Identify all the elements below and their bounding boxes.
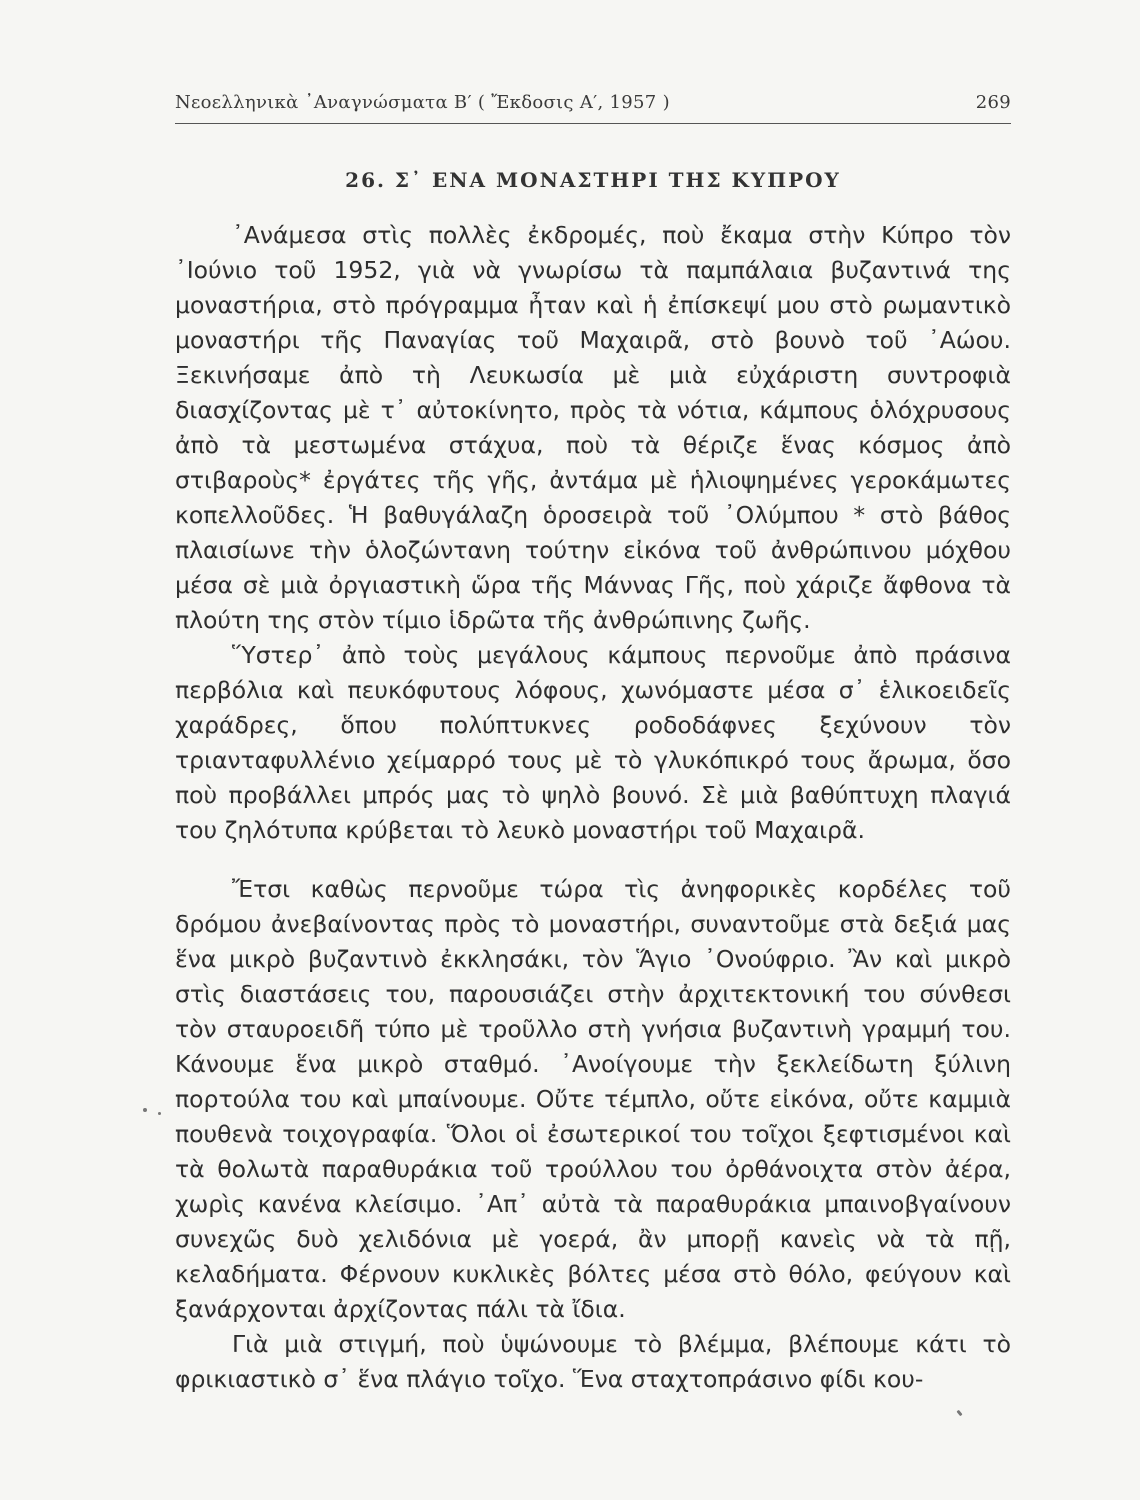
text-section-2 xyxy=(175,872,1011,1397)
header-rule xyxy=(175,123,1011,124)
paragraph: Ἔτσι καθὼς περνοῦμε τώρα τὶς ἀνηφορικὲς κορδέλες τοῦ δρόμου ἀνεβαίνοντας πρὸς τὸ μοναστήρι, συναντοῦμε στὰ δεξιά μας ἕνα μικρὸ βυζαντινὸ ἐκκλησάκι, τὸν Ἅγιο ᾿Ονούφριο. Ἂν καὶ μικρὸ στὶς διαστάσεις του, παρουσιάζει στὴν ἀρχιτεκτονική του σύνθεσι τὸν σταυροειδῆ τύπο μὲ τροῦλλο στὴ γνήσια βυζαντινὴ γραμμή του. Κάνουμε ἕνα μικρὸ σταθμό. ᾿Ανοίγουμε τὴν ξεκλείδωτη ξύλινη πορτούλα του καὶ μπαίνουμε. Οὔτε τέμπλο, οὔτε εἰκόνα, οὔτε καμμιὰ πουθενὰ τοιχογραφία. Ὅλοι οἱ ἐσωτερικοί του τοῖχοι ξεφτισμένοι καὶ τὰ θολωτὰ παραθυράκια τοῦ τρούλλου του ὀρθάνοιχτα στὸν ἀέρα, χωρὶς κανένα κλείσιμο. ᾿Απ᾿ αὐτὰ τὰ παραθυράκια μπαινοβγαίνουν συνεχῶς δυὸ χελιδόνια μὲ γοερά, ἂν μπορῇ κανεὶς νὰ τὰ πῇ, κελαδήματα. Φέρνουν κυκλικὲς βόλτες μέσα στὸ θόλο, φεύγουν καὶ ξανάρχονται ἀρχίζοντας πάλι τὰ ἴδια. xyxy=(175,875,1011,1323)
scan-speck xyxy=(956,1410,962,1417)
running-head xyxy=(175,92,1011,120)
scan-speck xyxy=(143,1108,147,1112)
text-section-1 xyxy=(175,218,1011,848)
running-title: Νεοελληνικὰ ᾿Αναγνώσματα Β′ ( Ἔκδοσις Α′, 1957 ) xyxy=(175,92,670,113)
paragraph: ᾿Ανάμεσα στὶς πολλὲς ἐκδρομές, ποὺ ἔκαμα στὴν Κύπρο τὸν ᾿Ιούνιο τοῦ 1952, γιὰ νὰ γνωρίσω τὰ παμπάλαια βυζαντινά της μοναστήρια, στὸ πρόγραμμα ἦταν καὶ ἡ ἐπίσκεψί μου στὸ ρωμαντικὸ μοναστήρι τῆς Παναγίας τοῦ Μαχαιρᾶ, στὸ βουνὸ τοῦ ᾿Αώου. Ξεκινήσαμε ἀπὸ τὴ Λευκωσία μὲ μιὰ εὐχάριστη συντροφιὰ διασχίζοντας μὲ τ᾿ αὐτοκίνητο, πρὸς τὰ νότια, κάμπους ὁλόχρυσους ἀπὸ τὰ μεστωμένα στάχυα, ποὺ τὰ θέριζε ἕνας κόσμος ἀπὸ στιβαροὺς* ἐργάτες τῆς γῆς, ἀντάμα μὲ ἡλιοψημένες γεροκάμωτες κοπελλοῦδες. Ἡ βαθυγάλαζη ὁροσειρὰ τοῦ ᾿Ολύμπου * στὸ βάθος πλαισίωνε τὴν ὁλοζώντανη τούτην εἰκόνα τοῦ ἀνθρώπινου μόχθου μέσα σὲ μιὰ ὀργιαστικὴ ὥρα τῆς Μάννας Γῆς, ποὺ χάριζε ἄφθονα τὰ πλούτη της στὸν τίμιο ἱδρῶτα τῆς ἀνθρώπινης ζωῆς. xyxy=(175,221,1011,634)
chapter-title: 26. Σ᾿ ΕΝΑ ΜΟΝΑΣΤΗΡΙ ΤΗΣ ΚΥΠΡΟΥ xyxy=(345,168,841,192)
scan-speck xyxy=(158,1112,161,1115)
paragraph: Γιὰ μιὰ στιγμή, ποὺ ὑψώνουμε τὸ βλέμμα, βλέπουμε κάτι τὸ φρικιαστικὸ σ᾿ ἕνα πλάγιο τοῖχο. Ἕνα σταχτοπράσινο φίδι κου- xyxy=(175,1330,1011,1393)
paragraph: Ὕστερ᾿ ἀπὸ τοὺς μεγάλους κάμπους περνοῦμε ἀπὸ πράσινα περβόλια καὶ πευκόφυτους λόφους, χωνόμαστε μέσα σ᾿ ἑλικοειδεῖς χαράδρες, ὅπου πολύπτυκνες ροδοδάφνες ξεχύνουν τὸν τριανταφυλλένιο χείμαρρό τους μὲ τὸ γλυκόπικρό τους ἄρωμα, ὅσο ποὺ προβάλλει μπρός μας τὸ ψηλὸ βουνό. Σὲ μιὰ βαθύπτυχη πλαγιά του ζηλότυπα κρύβεται τὸ λευκὸ μοναστήρι τοῦ Μαχαιρᾶ. xyxy=(175,641,1011,844)
page-number: 269 xyxy=(975,92,1011,113)
